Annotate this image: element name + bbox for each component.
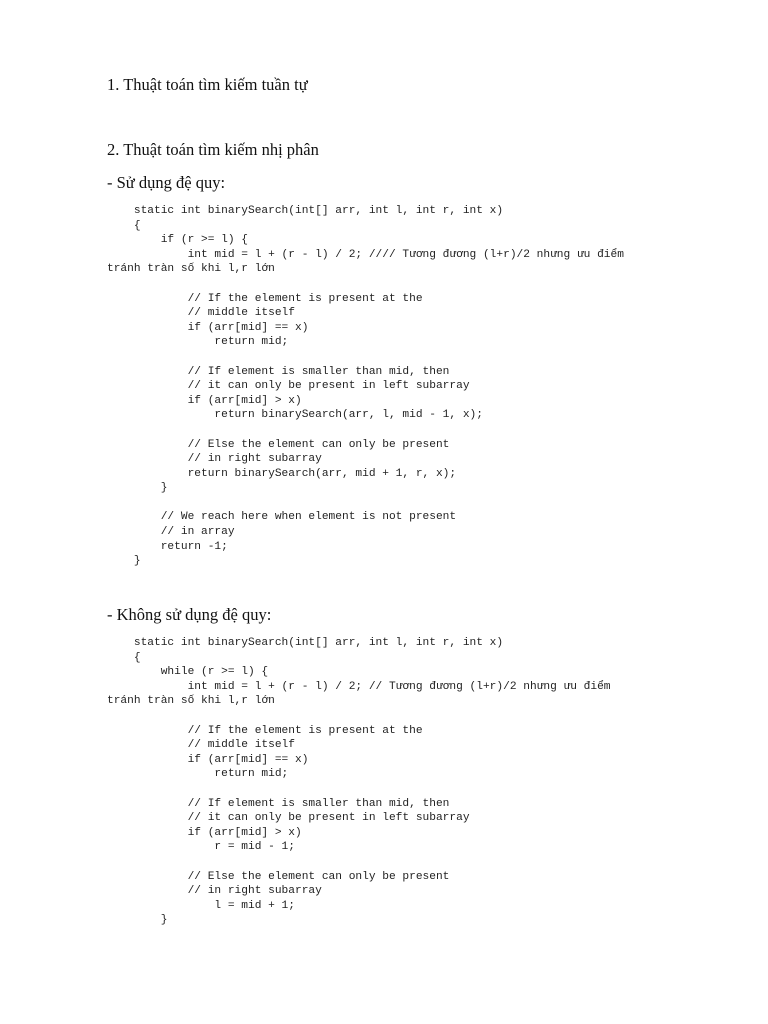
code-line: while (r >= l) { [107,666,269,679]
code-line: if (r >= l) { [107,234,248,247]
code-line: return mid; [107,336,289,349]
code-line: return -1; [107,540,228,553]
code-line: // middle itself [107,307,295,320]
code-line: // If element is smaller than mid, then [107,365,450,378]
code-line: if (arr[mid] == x) [107,753,309,766]
code-line [107,277,747,292]
code-line: } [107,555,141,568]
code-line: // in right subarray [107,453,322,466]
code-line: { [107,651,141,664]
code-block-iterative [107,636,747,928]
code-line: return binarySearch(arr, l, mid - 1, x); [107,409,483,422]
code-line: } [107,914,168,927]
code-line: if (arr[mid] > x) [107,394,302,407]
code-line: { [107,219,141,232]
code-line [107,423,747,438]
heading-sequential-search: 1. Thuật toán tìm kiếm tuần tự [107,75,308,94]
code-line: // If the element is present at the [107,724,423,737]
heading-binary-search: 2. Thuật toán tìm kiếm nhị phân [107,140,319,159]
code-line: // Else the element can only be present [107,438,450,451]
code-line: return binarySearch(arr, mid + 1, r, x); [107,467,457,480]
code-line: l = mid + 1; [107,899,295,912]
code-line: // middle itself [107,739,295,752]
code-line: int mid = l + (r - l) / 2; //// Tương đương (l+r)/2 nhưng ưu điểm [107,248,624,261]
code-line: static int binarySearch(int[] arr, int l, int r, int x) [107,637,504,649]
code-line: return mid; [107,768,289,781]
code-block-recursive [107,204,747,569]
code-line: int mid = l + (r - l) / 2; // Tương đương (l+r)/2 nhưng ưu điểm [107,680,611,693]
code-line: } [107,482,168,495]
code-line: r = mid - 1; [107,841,295,854]
code-line [107,709,747,724]
code-line: // If element is smaller than mid, then [107,797,450,810]
heading-recursive: - Sử dụng đệ quy: [107,173,226,192]
code-line [107,496,747,511]
code-line: if (arr[mid] == x) [107,321,309,334]
code-line: if (arr[mid] > x) [107,826,302,839]
code-line: // If the element is present at the [107,292,423,305]
code-line: // in right subarray [107,885,322,898]
code-line [107,782,747,797]
code-line: tránh tràn số khi l,r lớn [107,695,275,708]
code-line: // it can only be present in left subarray [107,812,470,825]
code-line: static int binarySearch(int[] arr, int l, int r, int x) [107,205,504,217]
code-line: // We reach here when element is not present [107,511,457,524]
code-line [107,350,747,365]
heading-iterative: - Không sử dụng đệ quy: [107,605,272,624]
code-line [107,855,747,870]
code-line: // in array [107,526,235,539]
code-line: // Else the element can only be present [107,870,450,883]
code-line: // it can only be present in left subarray [107,380,470,393]
code-line: tránh tràn số khi l,r lớn [107,263,275,276]
